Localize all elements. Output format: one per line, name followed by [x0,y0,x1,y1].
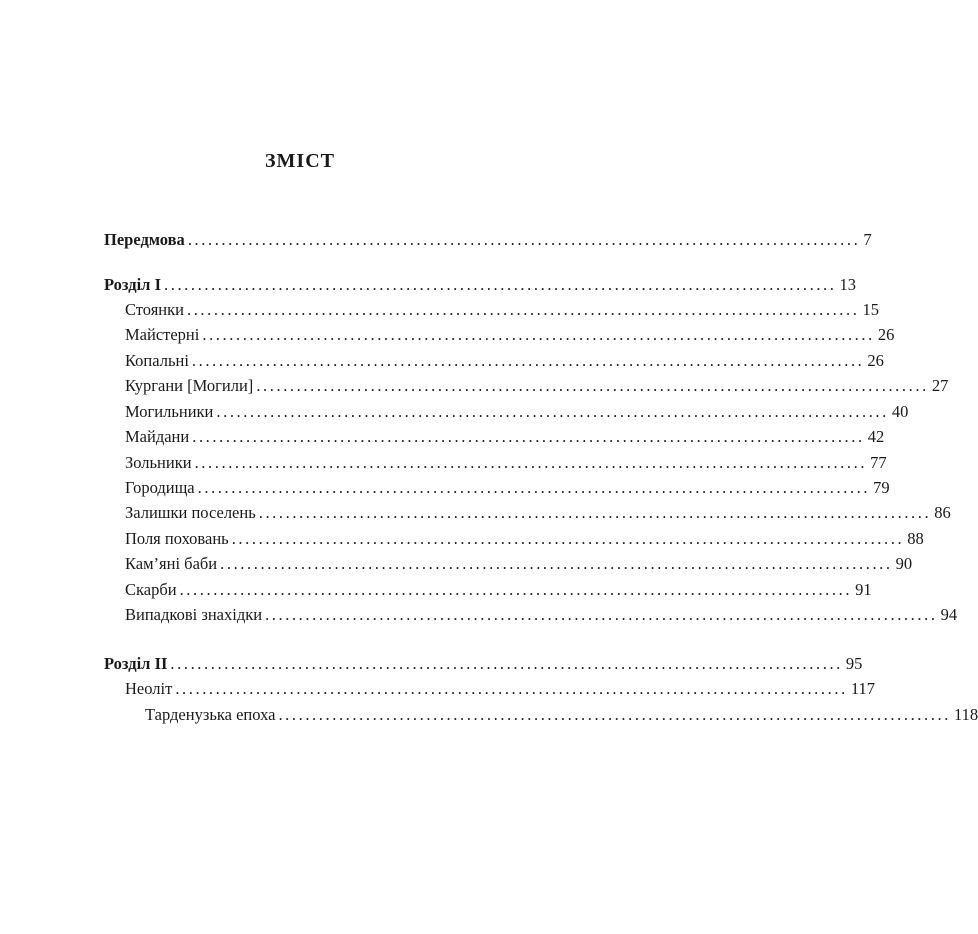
toc-entry-title: Залишки поселень [125,503,256,522]
toc-entry-title: Поля поховань [125,529,229,548]
dot-leader: .................................................................................................... [202,325,875,344]
toc-entry-chapter-1[interactable] [104,273,856,297]
dot-leader: .................................................................................................... [191,351,865,370]
dot-leader: .................................................................................................... [256,376,929,395]
toc-entry-title: Розділ ІІ [104,654,168,673]
toc-entry[interactable] [125,323,895,347]
toc-entry-chapter-2[interactable] [104,652,863,676]
dot-leader: .................................................................................................... [220,554,893,573]
toc-entry-title: Майстерні [125,325,200,344]
toc-entry-title: Передмова [104,230,185,249]
toc-entry-title: Неоліт [125,679,173,698]
page-title: ЗМІСТ [265,150,335,172]
toc-entry[interactable] [145,703,978,727]
toc-entry[interactable] [125,349,884,373]
dot-leader: .................................................................................................... [186,300,860,319]
dot-leader: .................................................................................................... [170,654,843,673]
toc-entry[interactable] [125,501,951,525]
toc-entry-page: 118 [953,705,978,724]
toc-entry-title: Скарби [125,580,177,599]
toc-entry-page: 88 [907,529,924,548]
toc-entry[interactable] [125,374,949,398]
toc-entry-title: Тарденузька епоха [145,705,276,724]
dot-leader: .................................................................................................... [192,427,865,446]
toc-entry[interactable] [125,476,890,500]
toc-entry[interactable] [125,603,958,627]
toc-entry-title: Майдани [125,427,190,446]
toc-entry-page: 90 [895,554,913,573]
dot-leader: .................................................................................................... [278,705,951,724]
toc-entry-page: 26 [877,325,895,344]
toc-entry-page: 7 [863,230,872,249]
dot-leader: .................................................................................................... [216,402,889,421]
toc-entry-page: 94 [940,605,958,624]
toc-entry-page: 27 [931,376,949,395]
toc-entry-title: Кургани [Могили] [125,376,254,395]
dot-leader: .................................................................................................... [197,478,871,497]
toc-entry-page: 86 [934,503,951,522]
toc-entry-page: 91 [855,580,872,599]
dot-leader: .................................................................................................... [164,275,837,294]
toc-entry[interactable] [125,527,924,551]
toc-entry-page: 95 [845,654,863,673]
toc-entry-page: 117 [850,679,875,698]
dot-leader: .................................................................................................... [179,580,853,599]
dot-leader: .................................................................................................... [175,679,848,698]
dot-leader: .................................................................................................... [258,503,932,522]
toc-entry[interactable] [125,451,887,475]
toc-entry-title: Могильники [125,402,214,421]
toc-entry[interactable] [125,578,872,602]
dot-leader: .................................................................................................... [187,230,861,249]
toc-entry-title: Випадкові знахідки [125,605,263,624]
toc-entry-title: Розділ І [104,275,161,294]
toc-entry-page: 15 [862,300,879,319]
toc-entry[interactable] [125,298,879,322]
toc-entry-page: 13 [839,275,856,294]
toc-entry-title: Городища [125,478,195,497]
toc-entry[interactable] [125,552,913,576]
toc-entry-title: Зольники [125,453,192,472]
toc-entry-title: Стоянки [125,300,184,319]
toc-entry-page: 40 [891,402,909,421]
dot-leader: .................................................................................................... [194,453,868,472]
toc-entry-page: 26 [867,351,884,370]
toc-entry-page: 42 [867,427,885,446]
toc-entry-title: Кам’яні баби [125,554,218,573]
dot-leader: .................................................................................................... [265,605,938,624]
toc-entry[interactable] [125,425,885,449]
dot-leader: .................................................................................................... [231,529,905,548]
toc-entry-page: 77 [870,453,887,472]
toc-entry-title: Копальні [125,351,189,370]
toc-entry[interactable] [125,400,909,424]
toc-entry[interactable] [125,677,875,701]
toc-entry-page: 79 [873,478,890,497]
toc-entry-foreword[interactable] [104,228,872,252]
